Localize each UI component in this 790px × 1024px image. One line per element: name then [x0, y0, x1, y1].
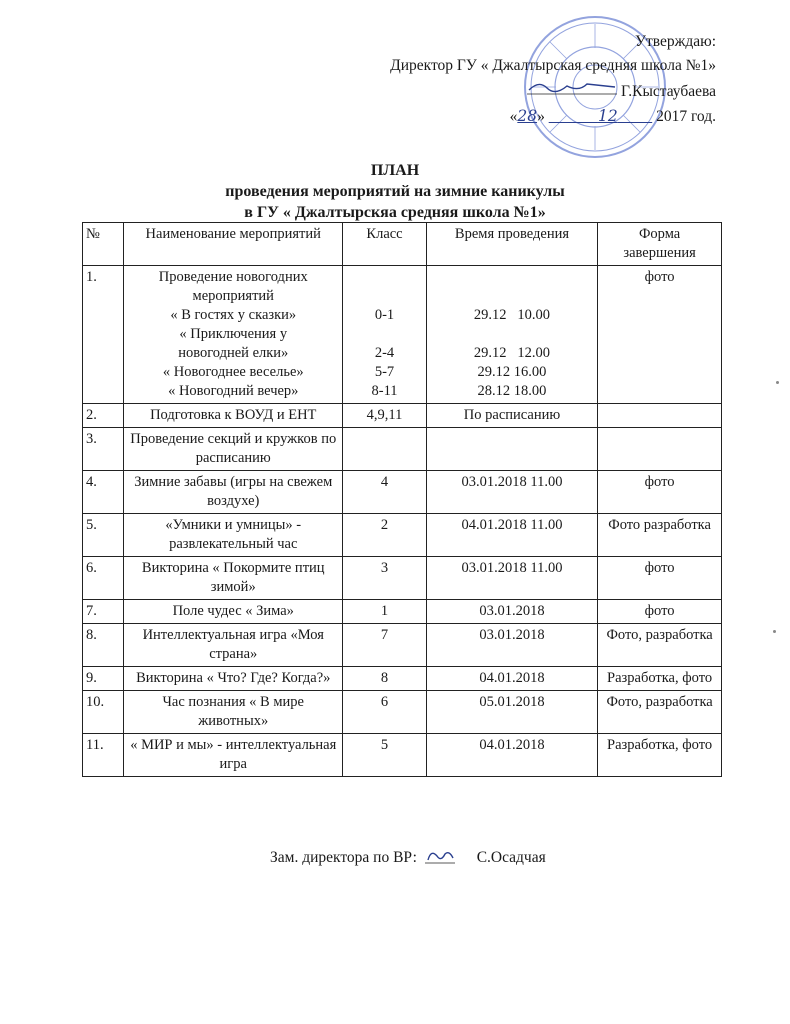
table-row	[83, 471, 722, 514]
table-row	[83, 428, 722, 471]
cell-num: 5.	[83, 514, 124, 557]
approval-signature-line	[390, 78, 716, 104]
cell-class: 3	[343, 557, 427, 600]
cell-time: 03.01.2018 11.00	[426, 557, 597, 600]
cell-form	[598, 428, 722, 471]
cell-name: Час познания « В мире животных»	[124, 691, 343, 734]
cell-num: 9.	[83, 667, 124, 691]
cell-num: 2.	[83, 404, 124, 428]
cell-form: Фото, разработка	[598, 691, 722, 734]
cell-name: Интеллектуальная игра «Моя страна»	[124, 624, 343, 667]
cell-class: 6	[343, 691, 427, 734]
events-table	[82, 222, 722, 777]
date-month: 12	[597, 107, 618, 125]
cell-time: 04.01.2018	[426, 667, 597, 691]
cell-num: 3.	[83, 428, 124, 471]
table-row	[83, 557, 722, 600]
director-signature	[527, 83, 621, 100]
cell-form: фото	[598, 557, 722, 600]
header-class: Класс	[343, 223, 427, 266]
cell-name: Зимние забавы (игры на свежем воздухе)	[124, 471, 343, 514]
approval-title: Утверждаю:	[635, 33, 716, 50]
cell-class: 1	[343, 600, 427, 624]
cell-time	[426, 428, 597, 471]
header-name: Наименование мероприятий	[124, 223, 343, 266]
cell-class: 4	[343, 471, 427, 514]
document-heading	[0, 160, 790, 223]
deputy-signature	[425, 846, 455, 871]
table-row	[83, 600, 722, 624]
cell-class: 0-1 2-4 5-7 8-11	[343, 266, 427, 404]
header-num: №	[83, 223, 124, 266]
table-row	[83, 266, 722, 404]
cell-class: 2	[343, 514, 427, 557]
director-name: Г.Кыстаубаева	[621, 83, 716, 100]
cell-name: «Умники и умницы» - развлекательный час	[124, 514, 343, 557]
cell-name: Проведение новогодних мероприятий « В гостях у сказки» « Приключения у новогодней елки» « Новогоднее веселье» « Новогодний вечер»	[124, 266, 343, 404]
heading-subtitle: проведения мероприятий на зимние каникулы	[225, 183, 565, 200]
cell-name: Викторина « Покормите птиц зимой»	[124, 557, 343, 600]
cell-time: 03.01.2018	[426, 624, 597, 667]
date-day: 28	[517, 107, 538, 125]
cell-num: 4.	[83, 471, 124, 514]
cell-class: 7	[343, 624, 427, 667]
cell-time: 03.01.2018 11.00	[426, 471, 597, 514]
approval-director: Директор ГУ « Джалтырская средняя школа №1»	[390, 57, 716, 74]
cell-time: 04.01.2018	[426, 734, 597, 777]
cell-time: По расписанию	[426, 404, 597, 428]
signature-footer	[270, 846, 546, 871]
deputy-role: Зам. директора по ВР:	[270, 849, 417, 867]
cell-time: 29.12 10.00 29.12 12.00 29.12 16.00 28.12 18.00	[426, 266, 597, 404]
cell-num: 11.	[83, 734, 124, 777]
cell-class: 5	[343, 734, 427, 777]
cell-form	[598, 404, 722, 428]
table-row	[83, 404, 722, 428]
cell-time: 05.01.2018	[426, 691, 597, 734]
cell-time: 03.01.2018	[426, 600, 597, 624]
table-row	[83, 624, 722, 667]
date-year: 2017 год.	[656, 108, 716, 125]
header-form: Форма завершения	[598, 223, 722, 266]
cell-time: 04.01.2018 11.00	[426, 514, 597, 557]
cell-name: Поле чудес « Зима»	[124, 600, 343, 624]
cell-class	[343, 428, 427, 471]
cell-num: 7.	[83, 600, 124, 624]
cell-num: 8.	[83, 624, 124, 667]
cell-form: фото	[598, 266, 722, 404]
cell-num: 1.	[83, 266, 124, 404]
cell-name: Проведение секций и кружков по расписанию	[124, 428, 343, 471]
cell-class: 4,9,11	[343, 404, 427, 428]
cell-form: Фото, разработка	[598, 624, 722, 667]
cell-form: фото	[598, 471, 722, 514]
cell-num: 10.	[83, 691, 124, 734]
table-row	[83, 514, 722, 557]
scan-speck	[776, 381, 779, 384]
cell-form: Фото разработка	[598, 514, 722, 557]
cell-name: « МИР и мы» - интеллектуальная игра	[124, 734, 343, 777]
cell-num: 6.	[83, 557, 124, 600]
cell-form: Разработка, фото	[598, 667, 722, 691]
table-row	[83, 667, 722, 691]
heading-title: ПЛАН	[370, 162, 420, 179]
cell-class: 8	[343, 667, 427, 691]
table-header-row	[83, 223, 722, 266]
cell-form: фото	[598, 600, 722, 624]
approval-block	[390, 30, 716, 129]
table-row	[83, 691, 722, 734]
table-row	[83, 734, 722, 777]
cell-name: Подготовка к ВОУД и ЕНТ	[124, 404, 343, 428]
approval-date: «28» 12 2017 год.	[509, 107, 716, 125]
cell-name: Викторина « Что? Где? Когда?»	[124, 667, 343, 691]
scan-speck	[773, 630, 776, 633]
header-time: Время проведения	[426, 223, 597, 266]
heading-school: в ГУ « Джалтырскяа средняя школа №1»	[244, 204, 546, 221]
deputy-name: С.Осадчая	[476, 849, 546, 867]
cell-form: Разработка, фото	[598, 734, 722, 777]
